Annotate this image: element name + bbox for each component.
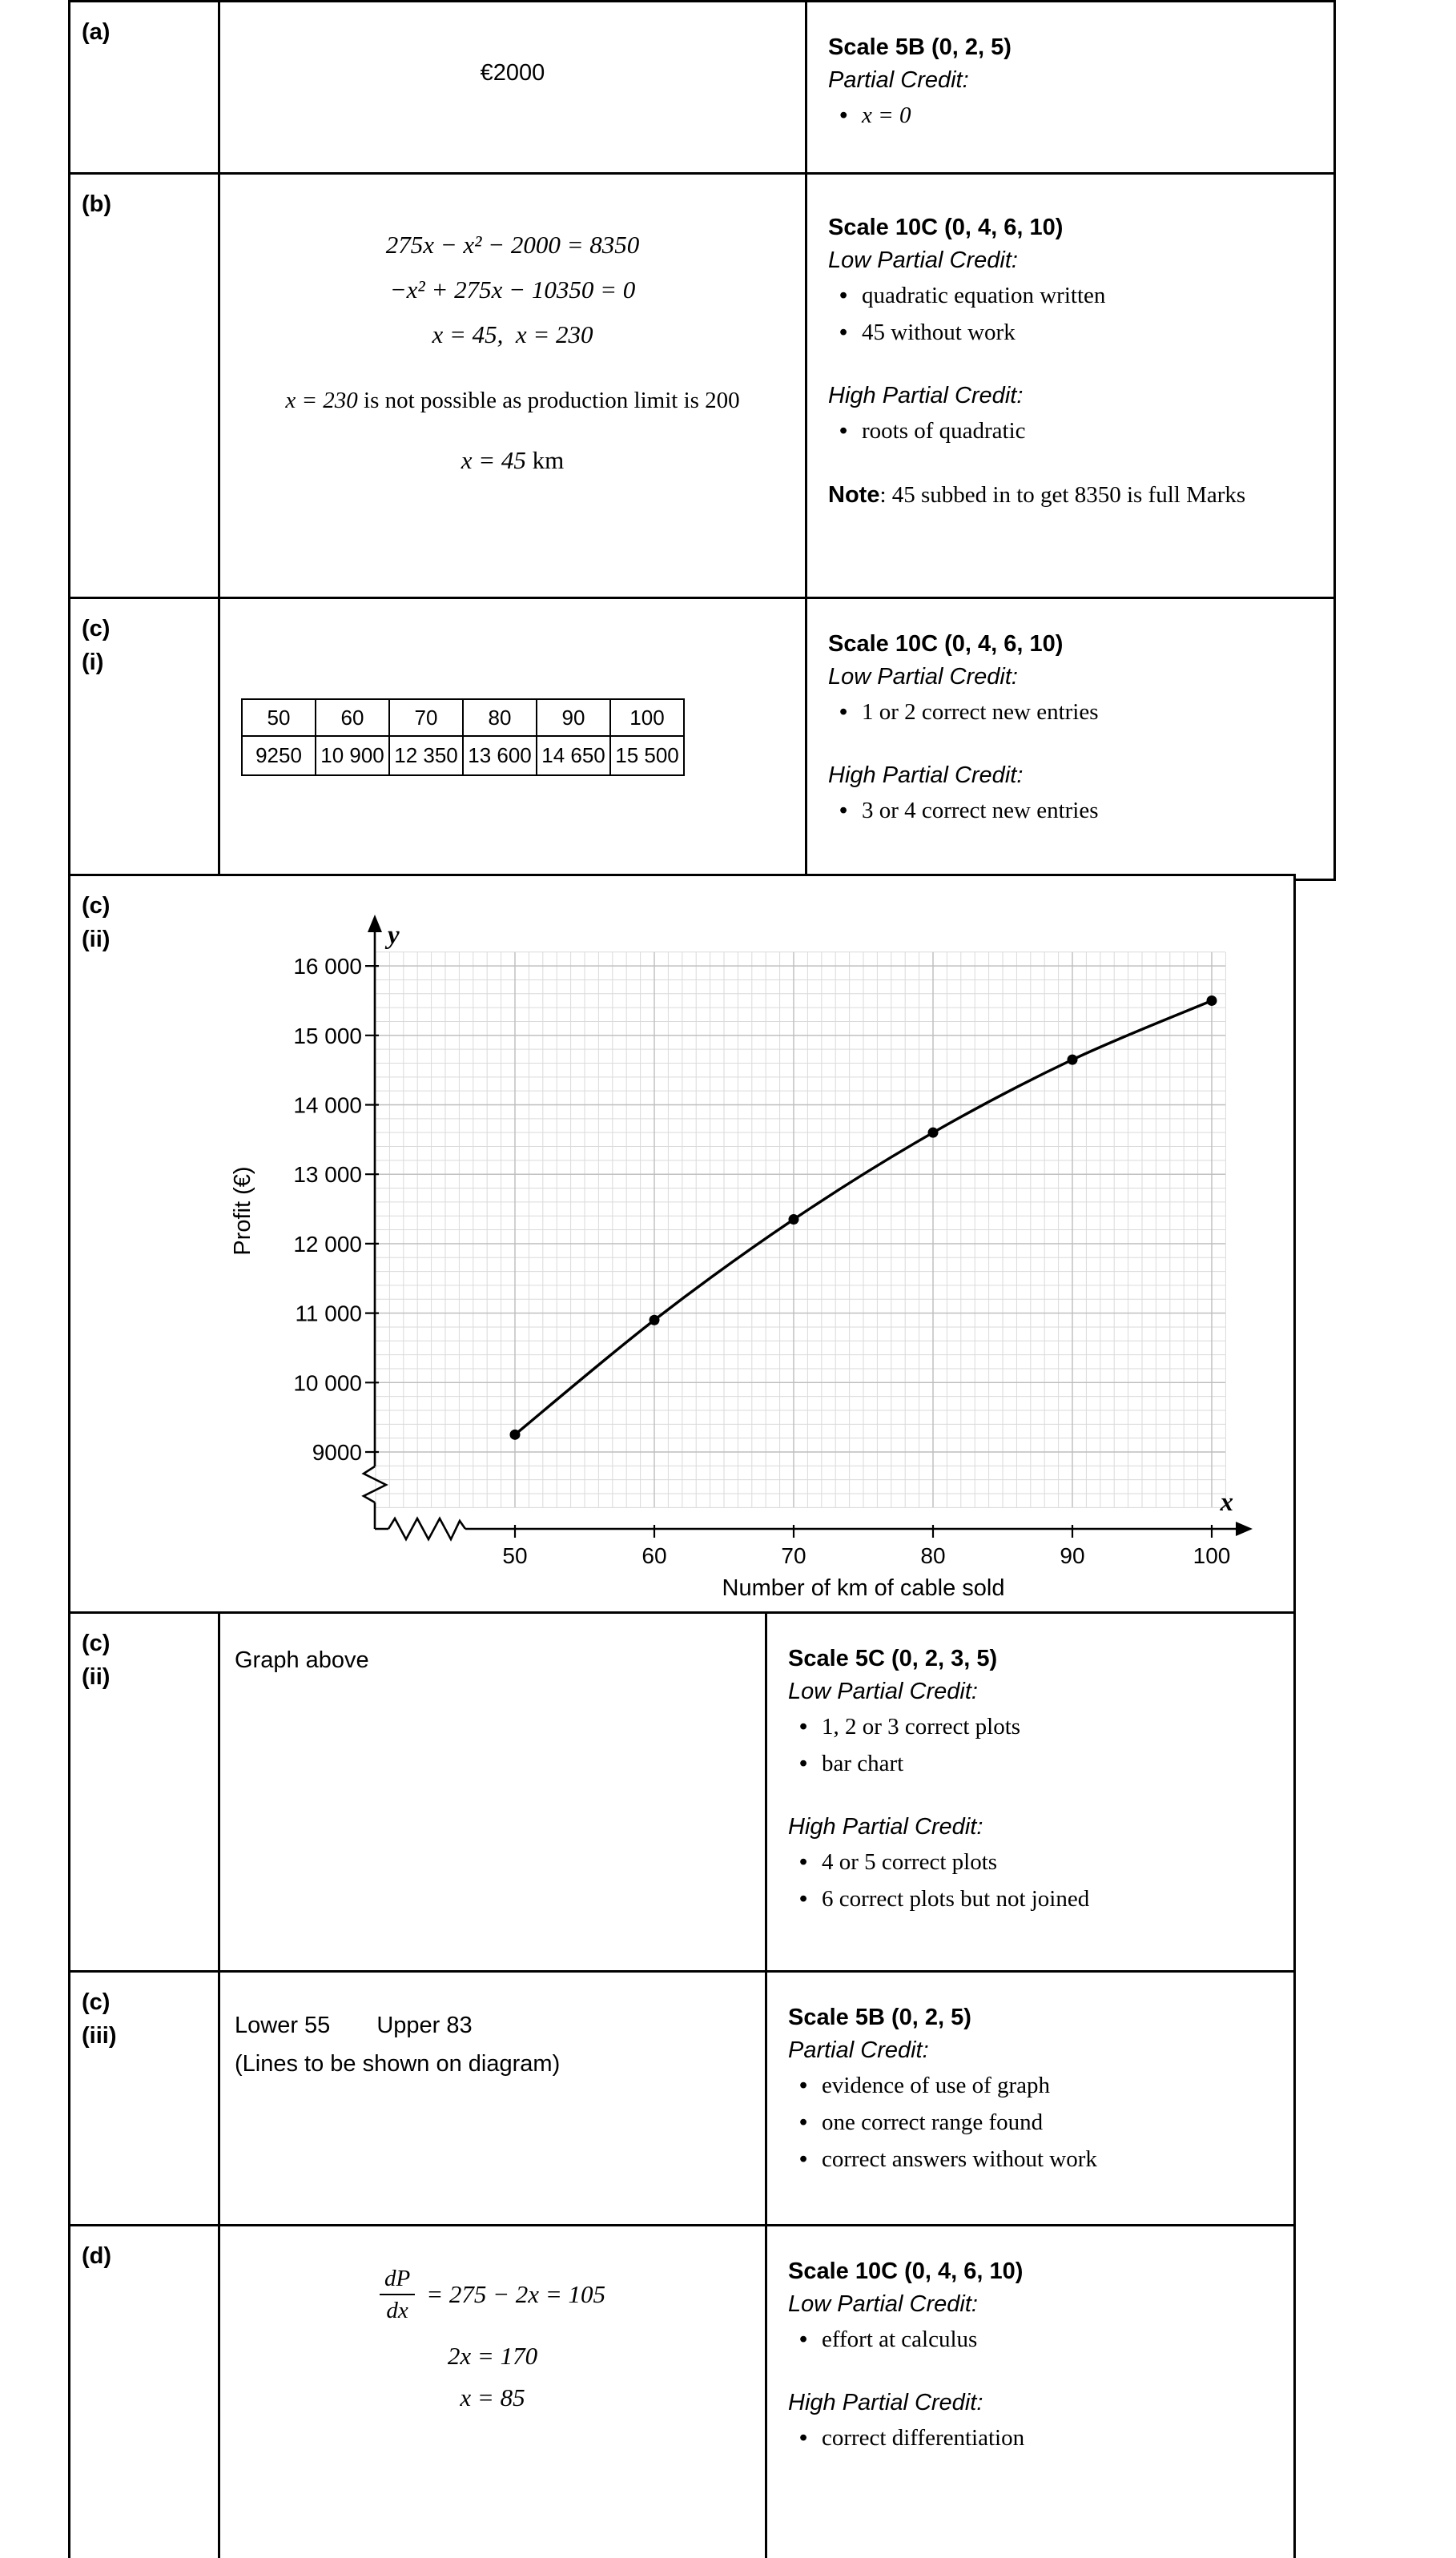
scale-title: Scale 5B (0, 2, 5) — [828, 34, 1317, 61]
x-tick-label: 80 — [920, 1543, 945, 1568]
values-table — [241, 698, 685, 776]
y-axis-break-zigzag — [364, 1466, 386, 1502]
credit-bullet: • bar chart — [788, 1748, 1277, 1779]
scheme-cell-d — [765, 2226, 1293, 2558]
part-label-line: (i) — [82, 646, 218, 679]
part-label-line: (ii) — [82, 923, 218, 956]
credit-heading: Low Partial Credit: — [788, 2291, 1277, 2318]
answer-value: Graph above — [220, 1614, 765, 1674]
table-cell: 90 — [537, 699, 610, 736]
table-cell: 100 — [610, 699, 684, 736]
table-cell: 70 — [389, 699, 463, 736]
x-axis-title: Number of km of cable sold — [722, 1575, 1005, 1601]
credit-heading: High Partial Credit: — [828, 762, 1317, 789]
table-cell: 12 350 — [389, 736, 463, 775]
part-label-line: (c) — [82, 1627, 218, 1660]
credit-bullet: • quadratic equation written — [828, 280, 1336, 311]
row-part-a — [68, 0, 1336, 179]
part-label-line: (c) — [82, 612, 218, 646]
reasoning-line — [220, 388, 805, 414]
x-tick-label: 100 — [1193, 1543, 1231, 1568]
row-part-c-ii — [68, 1611, 1296, 1977]
equation-line: x = 45, x = 230 — [220, 312, 805, 357]
y-tick-label: 15 000 — [293, 1024, 362, 1048]
part-label-line: (iii) — [82, 2019, 218, 2053]
credit-bullet: • 1 or 2 correct new entries — [828, 697, 1317, 727]
answer-cell-c-iii — [220, 1973, 765, 2229]
part-label-d: (d) — [70, 2226, 220, 2558]
part-label-line: (c) — [82, 1985, 218, 2019]
row-part-c-i — [68, 597, 1336, 881]
part-label-line: (ii) — [82, 1660, 218, 1694]
credit-heading: Partial Credit: — [788, 2037, 1277, 2064]
y-axis-arrow — [368, 915, 382, 932]
x-axis-break-zigzag — [388, 1518, 465, 1539]
y-axis-title: Profit (€) — [230, 1166, 255, 1255]
credit-bullet: • 6 correct plots but not joined — [788, 1884, 1277, 1914]
part-label-c-ii — [70, 1614, 220, 1975]
final-answer-line — [220, 446, 805, 475]
chart-grid — [375, 952, 1225, 1508]
part-label-c-i — [70, 599, 220, 879]
profit-chart — [70, 876, 1293, 1616]
y-tick-label: 10 000 — [293, 1370, 362, 1395]
fraction — [380, 2263, 415, 2326]
table-cell: 15 500 — [610, 736, 684, 775]
scheme-cell-b — [805, 175, 1336, 601]
lower-bound: Lower 55 — [235, 2013, 330, 2038]
x-tick-label: 60 — [642, 1543, 666, 1568]
answer-cell-c-i — [220, 599, 805, 879]
part-label-b: (b) — [70, 175, 220, 601]
answer-note: (Lines to be shown on diagram) — [235, 2045, 765, 2083]
answer-cell-c-ii — [220, 1614, 765, 1975]
scale-title: Scale 10C (0, 4, 6, 10) — [828, 631, 1317, 658]
credit-heading: Low Partial Credit: — [788, 1679, 1277, 1705]
credit-bullet: • correct differentiation — [788, 2423, 1277, 2453]
row-part-c-ii-graph — [68, 874, 1296, 1619]
y-axis-letter: y — [384, 921, 400, 950]
table-value-row — [242, 736, 684, 775]
row-part-c-iii — [68, 1970, 1296, 2231]
credit-heading: Low Partial Credit: — [828, 247, 1336, 274]
upper-bound: Upper 83 — [376, 2013, 472, 2038]
y-tick-label: 12 000 — [293, 1232, 362, 1257]
y-tick-label: 16 000 — [293, 954, 362, 979]
scheme-cell-c-iii — [765, 1973, 1293, 2229]
scale-title: Scale 5C (0, 2, 3, 5) — [788, 1646, 1277, 1672]
data-point — [510, 1430, 521, 1440]
equation-line: x = 85 — [220, 2377, 765, 2419]
answer-cell-a — [220, 2, 805, 177]
fraction-numerator: dP — [380, 2263, 415, 2295]
x-tick-label: 50 — [502, 1543, 527, 1568]
table-cell: 13 600 — [463, 736, 537, 775]
credit-bullet: • roots of quadratic — [828, 416, 1336, 446]
answer-value: €2000 — [220, 60, 805, 86]
text-fragment: is not possible as production limit is 200 — [358, 388, 740, 413]
row-part-d — [68, 2224, 1296, 2558]
x-tick-label: 70 — [781, 1543, 806, 1568]
x-axis-arrow — [1236, 1522, 1253, 1536]
credit-bullet: • 3 or 4 correct new entries — [828, 795, 1317, 826]
credit-bullet: • effort at calculus — [788, 2324, 1277, 2355]
answer-cell-b — [220, 175, 805, 601]
y-tick-label: 11 000 — [295, 1301, 362, 1326]
y-tick-label: 9000 — [312, 1440, 362, 1465]
data-point — [1207, 995, 1217, 1006]
range-answer — [235, 2006, 765, 2045]
part-label-c-ii — [70, 876, 218, 1616]
scale-title: Scale 10C (0, 4, 6, 10) — [828, 215, 1336, 241]
credit-heading: High Partial Credit: — [828, 383, 1336, 409]
row-part-b — [68, 172, 1336, 604]
part-label-line: (c) — [82, 889, 218, 923]
credit-bullet: • evidence of use of graph — [788, 2070, 1277, 2101]
part-label-c-iii — [70, 1973, 220, 2229]
answer-cell-d — [220, 2226, 765, 2558]
data-point — [650, 1315, 660, 1325]
scale-title: Scale 10C (0, 4, 6, 10) — [788, 2258, 1277, 2285]
y-tick-label: 13 000 — [293, 1162, 362, 1187]
table-cell: 10 900 — [316, 736, 389, 775]
data-point — [1068, 1055, 1078, 1065]
data-point — [789, 1214, 799, 1225]
scheme-cell-a — [805, 2, 1333, 177]
table-cell: 50 — [242, 699, 316, 736]
credit-heading: Low Partial Credit: — [828, 664, 1317, 690]
scale-title: Scale 5B (0, 2, 5) — [788, 2005, 1277, 2031]
equation-line: 2x = 170 — [220, 2335, 765, 2377]
equation-line: −x² + 275x − 10350 = 0 — [220, 267, 805, 312]
note-label: Note — [828, 482, 879, 508]
table-cell: 9250 — [242, 736, 316, 775]
x-tick-label: 90 — [1060, 1543, 1084, 1568]
scheme-cell-c-ii — [765, 1614, 1293, 1975]
credit-bullet: • correct answers without work — [788, 2144, 1277, 2174]
equation-rest: = 275 − 2x = 105 — [426, 2280, 605, 2309]
credit-heading: High Partial Credit: — [788, 2390, 1277, 2416]
part-label-a: (a) — [70, 2, 220, 177]
table-cell: 80 — [463, 699, 537, 736]
credit-bullet: • one correct range found — [788, 2107, 1277, 2138]
credit-heading: Partial Credit: — [828, 67, 1317, 94]
table-cell: 60 — [316, 699, 389, 736]
table-cell: 14 650 — [537, 736, 610, 775]
chart-axes — [364, 915, 1253, 1539]
credit-bullet: • x = 0 — [828, 100, 1317, 131]
credit-heading: High Partial Credit: — [788, 1814, 1277, 1840]
math-fragment: x = 230 — [285, 388, 357, 413]
data-point — [928, 1128, 939, 1138]
marking-note — [828, 478, 1336, 512]
math-fragment: x = 45 — [461, 446, 526, 474]
fraction-denominator: dx — [386, 2295, 408, 2326]
equation-line: 275x − x² − 2000 = 8350 — [220, 223, 805, 267]
note-text: : 45 subbed in to get 8350 is full Marks — [879, 482, 1245, 508]
credit-bullet: • 4 or 5 correct plots — [788, 1847, 1277, 1877]
scheme-cell-c-i — [805, 599, 1333, 879]
unit-fragment: km — [526, 446, 564, 474]
x-axis-letter: x — [1220, 1488, 1234, 1517]
credit-bullet: • 1, 2 or 3 correct plots — [788, 1711, 1277, 1742]
derivative-equation — [220, 2263, 765, 2326]
y-tick-label: 14 000 — [293, 1093, 362, 1118]
table-header-row — [242, 699, 684, 736]
credit-bullet: • 45 without work — [828, 317, 1336, 348]
